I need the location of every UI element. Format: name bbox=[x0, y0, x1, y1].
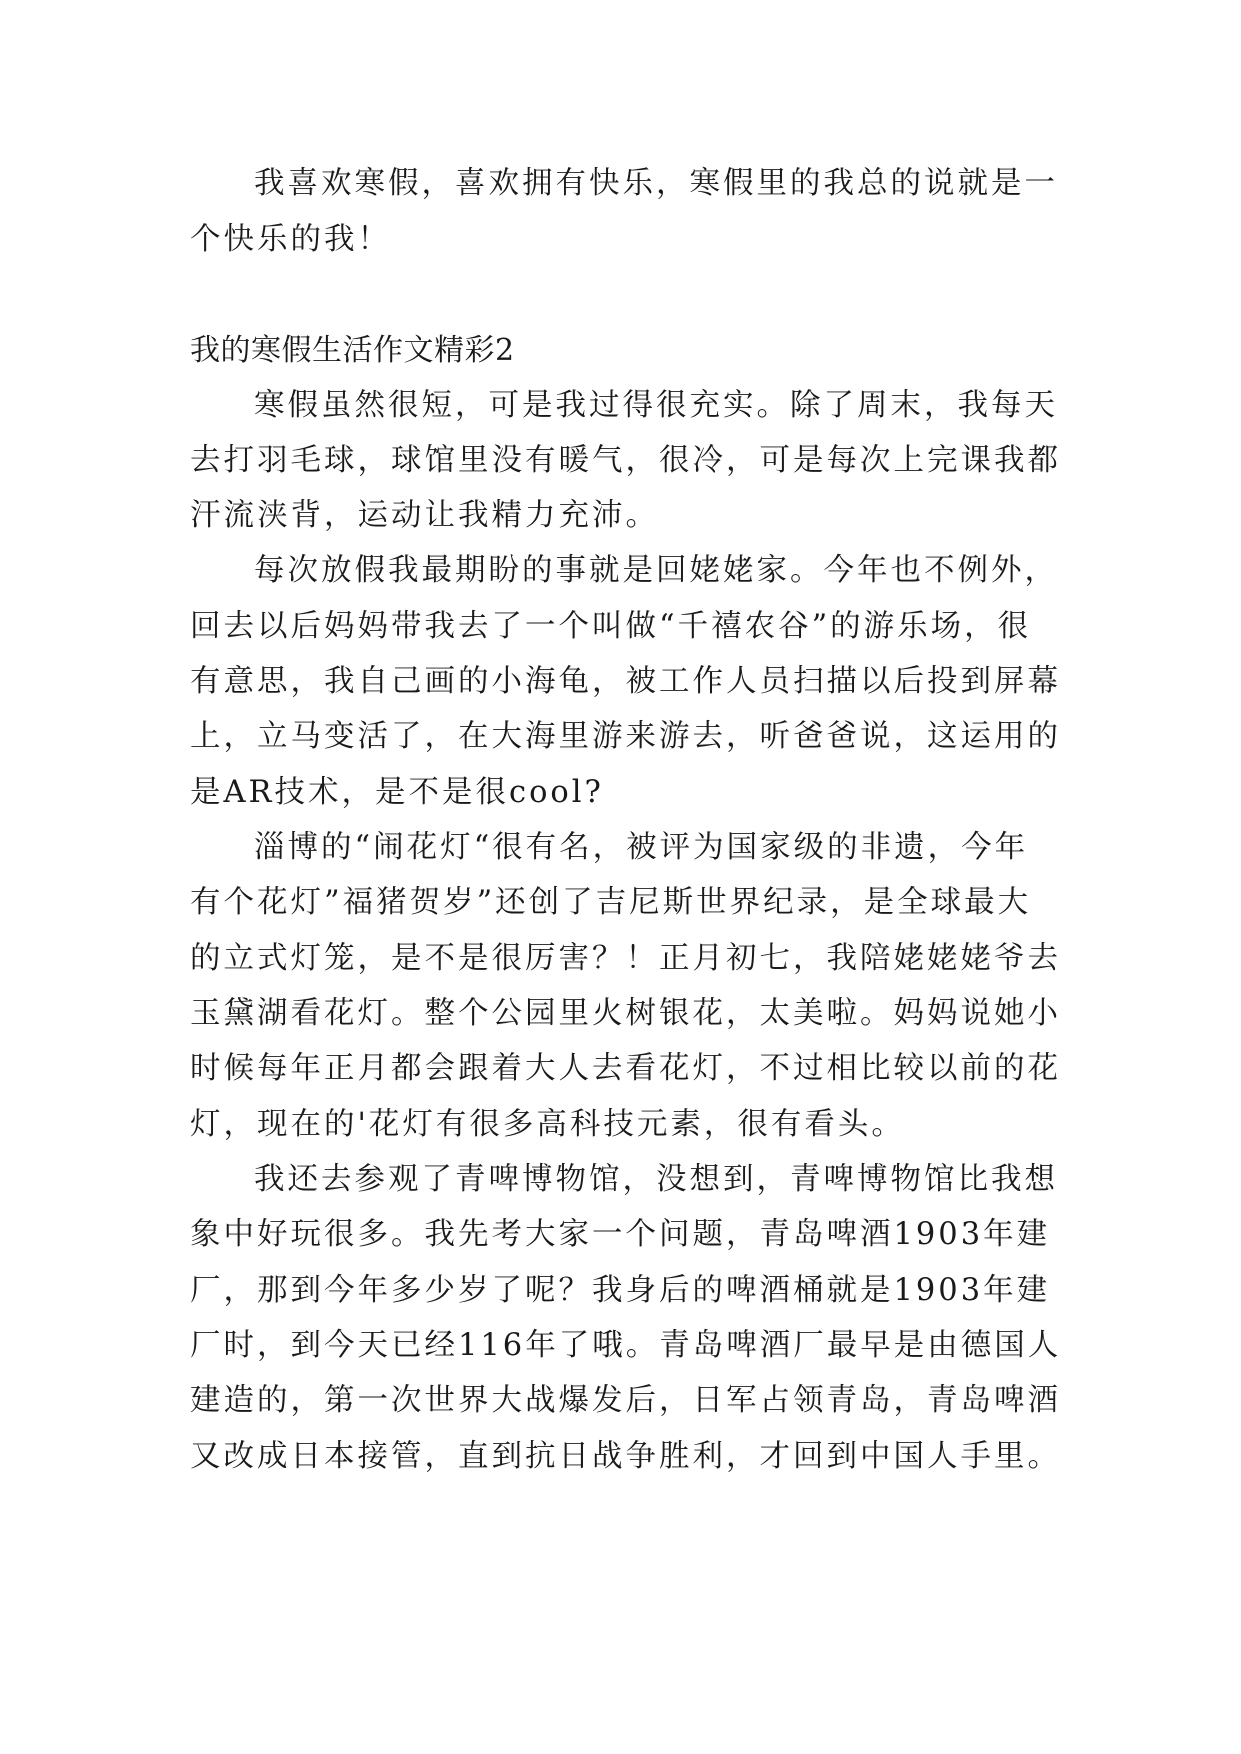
document-page bbox=[190, 0, 1070, 1754]
paragraph-line: 上，立马变活了，在大海里游来游去，听爸爸说，这运用的 bbox=[190, 719, 1061, 754]
paragraph-line: 是AR技术，是不是很cool? bbox=[190, 775, 604, 810]
paragraph-line: 每次放假我最期盼的事就是回姥姥家。今年也不例外， bbox=[254, 553, 1058, 588]
paragraph-line: 有意思，我自己画的小海龟，被工作人员扫描以后投到屏幕 bbox=[190, 664, 1061, 699]
paragraph-line: 淄博的“闹花灯“很有名，被评为国家级的非遗，今年 bbox=[254, 830, 1029, 865]
paragraph-line: 建造的，第一次世界大战爆发后，日军占领青岛，青岛啤酒 bbox=[190, 1383, 1061, 1418]
paragraph-line: 又改成日本接管，直到抗日战争胜利，才回到中国人手里。 bbox=[190, 1439, 1061, 1474]
paragraph-line: 灯，现在的'花灯有很多高科技元素，很有看头。 bbox=[190, 1107, 905, 1142]
paragraph-line: 寒假虽然很短，可是我过得很充实。除了周末，我每天 bbox=[254, 388, 1058, 423]
paragraph-line: 玉黛湖看花灯。整个公园里火树银花，太美啦。妈妈说她小 bbox=[190, 996, 1061, 1031]
paragraph-line: 时候每年正月都会跟着大人去看花灯，不过相比较以前的花 bbox=[190, 1051, 1061, 1086]
paragraph-line: 个快乐的我！ bbox=[190, 222, 391, 257]
paragraph-line: 厂时，到今天已经116年了哦。青岛啤酒厂最早是由德国人 bbox=[190, 1328, 1062, 1363]
paragraph-line: 厂，那到今年多少岁了呢？我身后的啤酒桶就是1903年建 bbox=[190, 1273, 1051, 1308]
paragraph-line: 我喜欢寒假，喜欢拥有快乐，寒假里的我总的说就是一 bbox=[254, 166, 1058, 201]
paragraph-line: 我还去参观了青啤博物馆，没想到，青啤博物馆比我想 bbox=[254, 1162, 1058, 1197]
section-title: 我的寒假生活作文精彩2 bbox=[190, 333, 515, 368]
paragraph-line: 汗流浃背，运动让我精力充沛。 bbox=[190, 498, 659, 533]
paragraph-line: 象中好玩很多。我先考大家一个问题，青岛啤酒1903年建 bbox=[190, 1217, 1051, 1252]
paragraph-line: 的立式灯笼，是不是很厉害？！正月初七，我陪姥姥姥爷去 bbox=[190, 941, 1061, 976]
paragraph-line: 有个花灯”福猪贺岁”还创了吉尼斯世界纪录，是全球最大 bbox=[190, 885, 1032, 920]
paragraph-line: 回去以后妈妈带我去了一个叫做“千禧农谷”的游乐场，很 bbox=[190, 609, 1032, 644]
paragraph-line: 去打羽毛球，球馆里没有暖气，很冷，可是每次上完课我都 bbox=[190, 443, 1061, 478]
